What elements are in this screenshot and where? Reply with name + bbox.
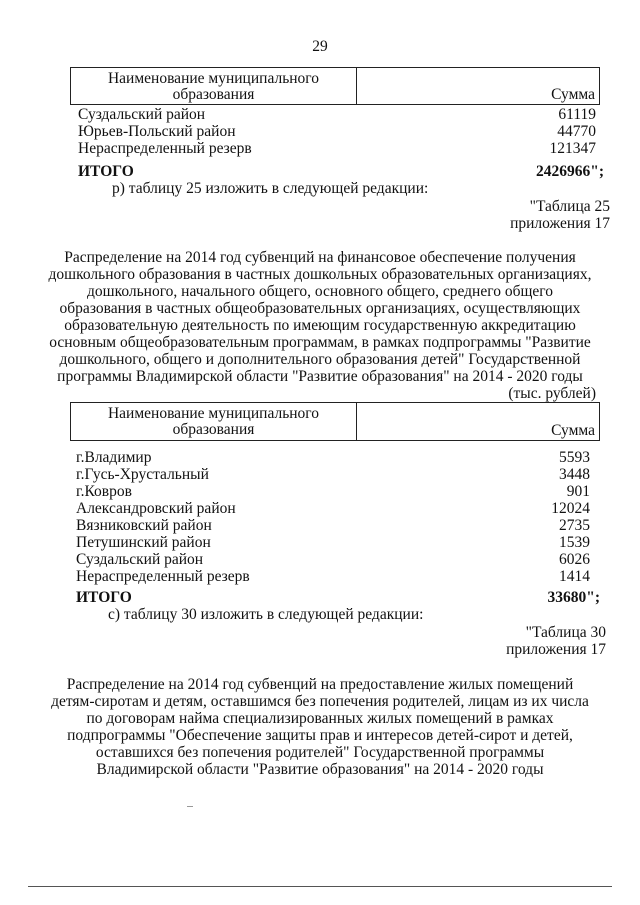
table1-header xyxy=(70,67,600,105)
row-value: 1539 xyxy=(559,534,590,551)
table-row xyxy=(78,140,596,157)
table1-header-sum: Сумма xyxy=(551,86,595,103)
total-value: 33680"; xyxy=(547,589,600,606)
row-value: 901 xyxy=(566,483,590,500)
units-label: (тыс. рублей) xyxy=(508,385,596,402)
table2-header xyxy=(70,402,600,441)
table25-caption: "Таблица 25 приложения 17 xyxy=(510,198,610,232)
row-value: 121347 xyxy=(549,140,596,157)
row-name: Суздальский район xyxy=(78,106,206,123)
row-name: Нераспределенный резерв xyxy=(76,568,250,585)
row-name: Вязниковский район xyxy=(76,517,212,534)
table30-caption: "Таблица 30 приложения 17 xyxy=(506,624,606,658)
row-value: 2735 xyxy=(559,517,590,534)
table30-title: Распределение на 2014 год субвенций на предоставление жилых помещений детям-сиротам и детям, оставшимся без попечения родителей, лицам из их числа по договорам найма специализированных жилых помещений в рамках подпрограммы "Обеспечение защиты прав и интересов детей-сирот и детей, оставшихся без попечения родителей" Государственной программы Владимирской области "Развитие образования" на 2014 - 2020 годы xyxy=(51,676,589,778)
row-name: Нераспределенный резерв xyxy=(78,140,252,157)
row-name: Петушинский район xyxy=(76,534,211,551)
row-name: г.Владимир xyxy=(76,449,152,466)
row-name: Юрьев-Польский район xyxy=(78,123,236,140)
table-row xyxy=(76,551,590,568)
table-row xyxy=(76,449,590,466)
row-name: г.Ковров xyxy=(76,483,132,500)
table-row xyxy=(76,483,590,500)
table25-title: Распределение на 2014 год субвенций на финансовое обеспечение получения дошкольного образования в частных дошкольных образовательных организациях, дошкольного, начального общего, основного общего, среднего общего образования в частных общеобразовательных организациях, осуществляющих образовательную деятельность по имеющим государственную аккредитацию основным общеобразовательным программам, в рамках подпрограммы "Развитие дошкольного, общего и дополнительного образования детей" Государственной программы Владимирской области "Развитие образования" на 2014 - 2020 годы xyxy=(48,249,592,385)
page-bottom-rule xyxy=(28,886,612,887)
table-row xyxy=(76,466,590,483)
table-row xyxy=(76,500,590,517)
row-name: г.Гусь-Хрустальный xyxy=(76,466,209,483)
total-label: ИТОГО xyxy=(76,589,132,606)
instruction-r: р) таблицу 25 изложить в следующей редакции: xyxy=(112,180,429,197)
row-value: 5593 xyxy=(559,449,590,466)
table-row xyxy=(76,568,590,585)
row-value: 44770 xyxy=(557,123,596,140)
row-value: 61119 xyxy=(558,106,596,123)
row-value: 12024 xyxy=(551,500,590,517)
table2-total-row xyxy=(76,589,600,606)
scan-mark xyxy=(187,806,193,807)
row-name: Суздальский район xyxy=(76,551,204,568)
row-name: Александровский район xyxy=(76,500,236,517)
table-row xyxy=(78,106,596,123)
page-number: 29 xyxy=(312,38,328,55)
instruction-s: с) таблицу 30 изложить в следующей редакции: xyxy=(108,606,424,623)
table2-header-name: Наименование муниципального образования xyxy=(71,403,357,440)
row-value: 3448 xyxy=(559,466,590,483)
table2-header-sum: Сумма xyxy=(551,422,595,439)
row-value: 6026 xyxy=(559,551,590,568)
table1-total-row xyxy=(78,163,604,180)
total-label: ИТОГО xyxy=(78,163,134,180)
table-row xyxy=(76,534,590,551)
total-value: 2426966"; xyxy=(535,163,604,180)
table-row xyxy=(76,517,590,534)
table1-header-name: Наименование муниципального образования xyxy=(71,68,357,104)
row-value: 1414 xyxy=(559,568,590,585)
table-row xyxy=(78,123,596,140)
